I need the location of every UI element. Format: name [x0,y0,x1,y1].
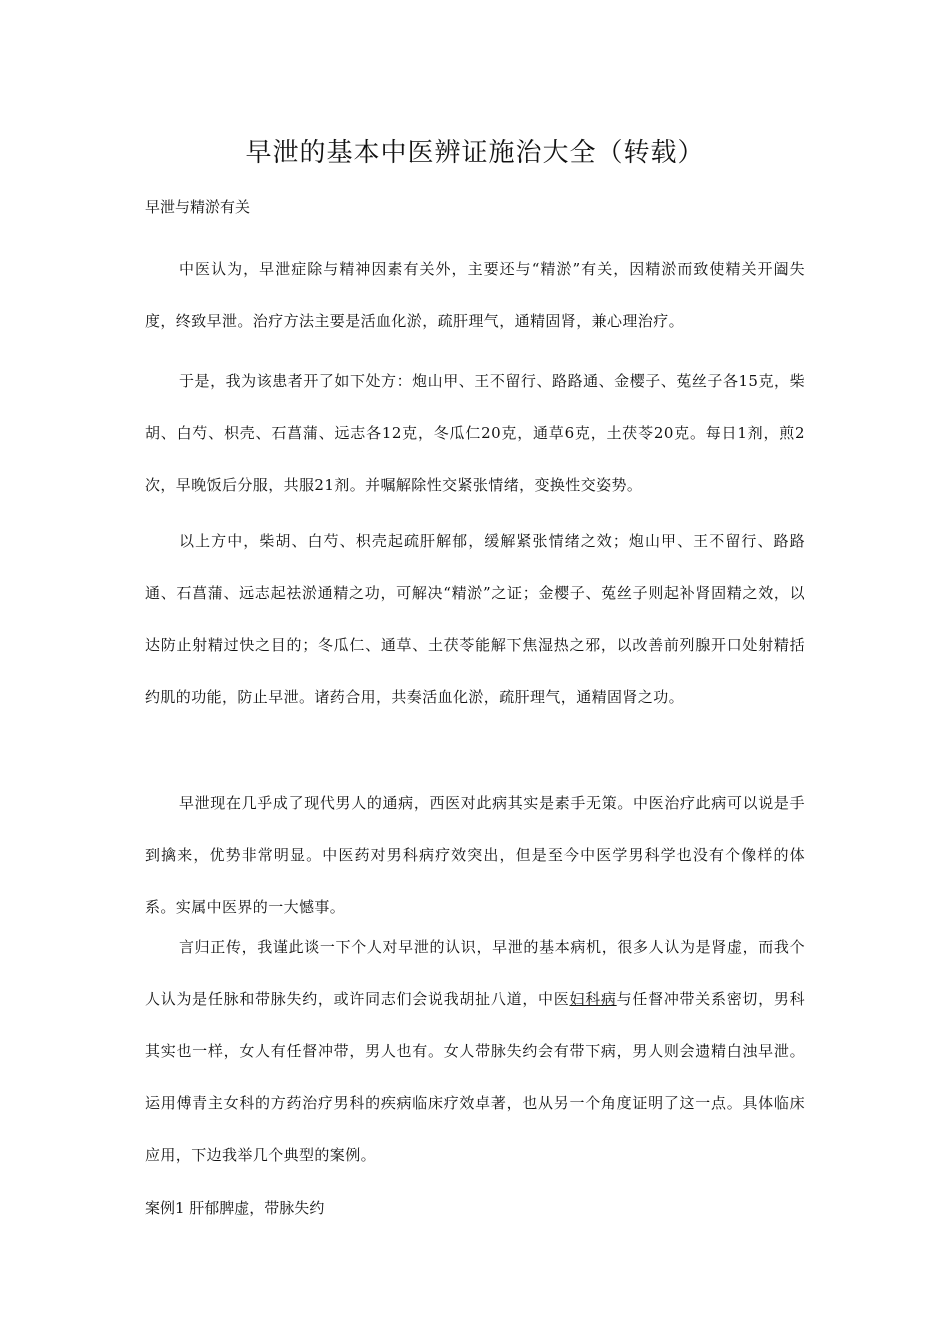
paragraph-5-text-after-link: 与任督冲带关系密切，男科其实也一样，女人有任督冲带，男人也有。女人带脉失约会有带下病，男人则会遗精白浊早泄。运用傅青主女科的方药治疗男科的疾病临床疗效卓著，也从另一个角度证明了这一点。具体临床应用，下边我举几个典型的案例。 [145,990,805,1164]
document-title: 早泄的基本中医辨证施治大全（转载） [245,138,705,168]
paragraph-4: 早泄现在几乎成了现代男人的通病，西医对此病其实是素手无策。中医治疗此病可以说是手到擒来，优势非常明显。中医药对男科病疗效突出，但是至今中医学男科学也没有个像样的体系。实属中医界的一大憾事。 [145,794,805,916]
gynecology-link[interactable]: 妇科病 [569,990,617,1008]
paragraph-5-text-before-link: 言归正传，我谨此谈一下个人对早泄的认识，早泄的基本病机，很多人认为是肾虚，而我个人认为是任脉和带脉失约，或许同志们会说我胡扯八道，中医 [145,938,805,1008]
section-heading: 早泄与精淤有关 [145,198,251,216]
paragraph-5 [145,921,805,1181]
case-heading: 案例1 肝郁脾虚，带脉失约 [145,1199,325,1217]
paragraph-2: 于是，我为该患者开了如下处方：炮山甲、王不留行、路路通、金樱子、菟丝子各15克，柴胡、白芍、枳壳、石菖蒲、远志各12克，冬瓜仁20克，通草6克，土茯苓20克。每日1剂，煎2次，早晚饭后分服，共服21剂。并嘱解除性交紧张情绪，变换性交姿势。 [145,372,805,494]
paragraph-3: 以上方中，柴胡、白芍、枳壳起疏肝解郁，缓解紧张情绪之效；炮山甲、王不留行、路路通、石菖蒲、远志起祛淤通精之功，可解决“精淤”之证；金樱子、菟丝子则起补肾固精之效，以达防止射精过快之目的；冬瓜仁、通草、土茯苓能解下焦湿热之邪，以改善前列腺开口处射精括约肌的功能，防止早泄。诸药合用，共奏活血化淤，疏肝理气，通精固肾之功。 [145,532,805,706]
paragraph-1: 中医认为，早泄症除与精神因素有关外，主要还与“精淤”有关，因精淤而致使精关开阖失度，终致早泄。治疗方法主要是活血化淤，疏肝理气，通精固肾，兼心理治疗。 [145,260,805,330]
